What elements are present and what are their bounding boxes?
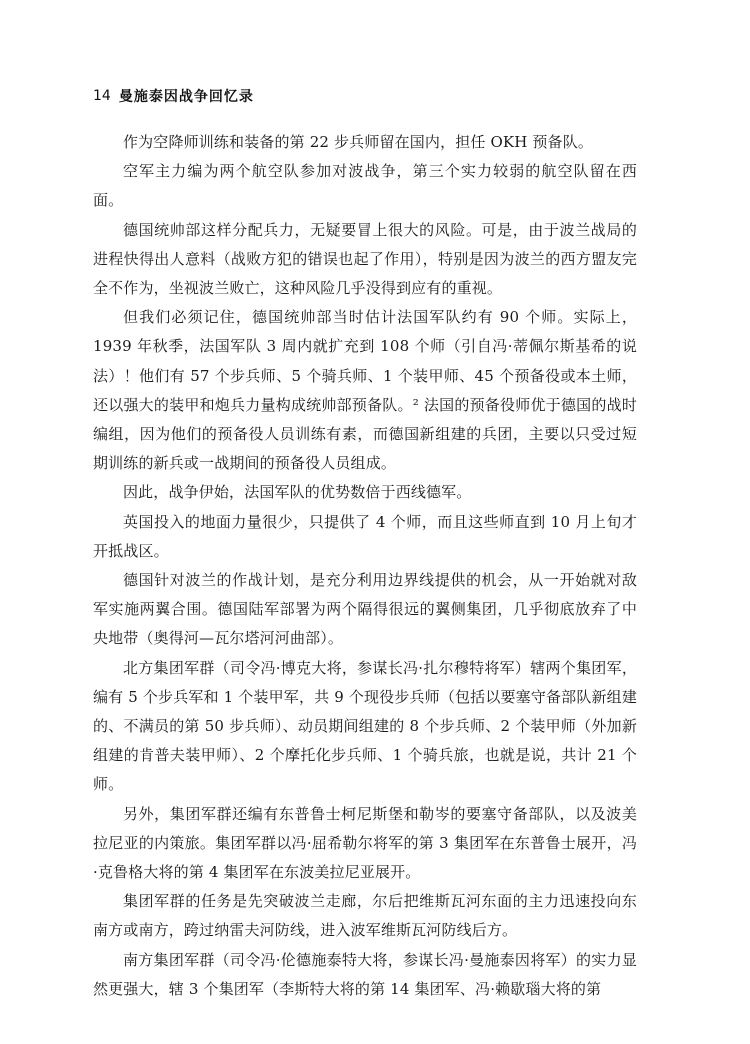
paragraph-6: 英国投入的地面力量很少，只提供了 4 个师，而且这些师直到 10 月上旬才开抵战区。 (93, 512, 637, 560)
paragraph-4: 但我们必须记住，德国统帅部当时估计法国军队约有 90 个师。实际上，1939 年秋季，法国军队 3 周内就扩充到 108 个师（引自冯·蒂佩尔斯基希的说法）！他们有 57 个步兵师、5 个骑兵师、1 个装甲师、45 个预备役或本土师，还以强大的装甲和炮兵力量构成统帅部预备队。² 法国的预备役师优于德国的战时编组，因为他们的预备役人员训练有素，而德国新组建的兵团，主要以只受过短期训练的新兵或一战期间的预备役人员组成。 (93, 308, 637, 473)
paragraph-3: 德国统帅部这样分配兵力，无疑要冒上很大的风险。可是，由于波兰战局的进程快得出人意料（战败方犯的错误也起了作用），特别是因为波兰的西方盟友完全不作为，坐视波兰败亡，这种风险几乎没得到应有的重视。 (93, 220, 637, 298)
book-title: 曼施泰因战争回忆录 (118, 89, 254, 105)
paragraph-2: 空军主力编为两个航空队参加对波战争，第三个实力较弱的航空队留在西面。 (93, 162, 637, 210)
body-text (93, 128, 637, 1004)
paragraph-1: 作为空降师训练和装备的第 22 步兵师留在国内，担任 OKH 预备队。 (123, 133, 593, 151)
paragraph-8: 北方集团军群（司令冯·博克大将，参谋长冯·扎尔穆特将军）辖两个集团军，编有 5 个步兵军和 1 个装甲军，共 9 个现役步兵师（包括以要塞守备部队新组建的、不满员的第 50 步兵师）、动员期间组建的 8 个步兵师、2 个装甲师（外加新组建的肯普夫装甲师）、2 个摩托化步兵师、1 个骑兵旅，也就是说，共计 21 个师。 (93, 658, 637, 794)
page-header (93, 86, 254, 106)
paragraph-11: 南方集团军群（司令冯·伦德施泰特大将，参谋长冯·曼施泰因将军）的实力显然更强大，辖 3 个集团军（李斯特大将的第 14 集团军、冯·赖歇瑙大将的第 (93, 950, 637, 998)
paragraph-5: 因此，战争伊始，法国军队的优势数倍于西线德军。 (123, 483, 472, 502)
paragraph-9: 另外，集团军群还编有东普鲁士柯尼斯堡和勒岑的要塞守备部队，以及波美拉尼亚的内策旅。集团军群以冯·屈希勒尔将军的第 3 集团军在东普鲁士展开，冯·克鲁格大将的第 4 集团军在东波美拉尼亚展开。 (93, 804, 637, 882)
paragraph-10: 集团军群的任务是先突破波兰走廊，尔后把维斯瓦河东面的主力迅速投向东南方或南方，跨过纳雷夫河防线，进入波军维斯瓦河防线后方。 (93, 892, 637, 940)
page-number: 14 (93, 88, 111, 104)
paragraph-7: 德国针对波兰的作战计划，是充分利用边界线提供的机会，从一开始就对敌军实施两翼合围。德国陆军部署为两个隔得很远的翼侧集团，几乎彻底放弃了中央地带（奥得河—瓦尔塔河河曲部）。 (93, 571, 637, 648)
